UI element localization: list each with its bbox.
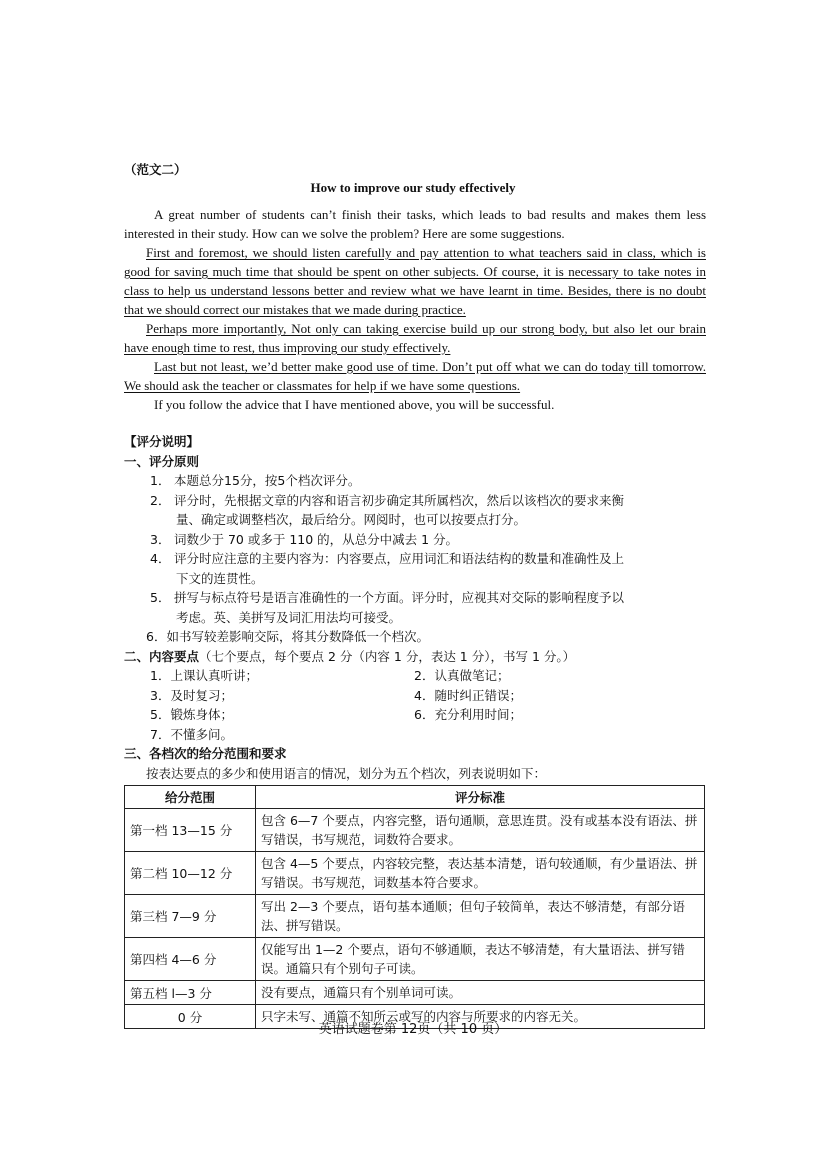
content-points-row-2: [124, 686, 706, 706]
rule-item-2: 2． 评分时，先根据文章的内容和语言初步确定其所属档次，然后以该档次的要求来衡: [150, 492, 625, 508]
part3-title: 三、各档次的给分范围和要求: [124, 746, 287, 761]
rubric-heading: 【评分说明】: [124, 434, 200, 449]
content-point: 1．上课认真听讲；: [150, 668, 258, 683]
grade-criteria: 包含 6—7 个要点，内容完整，语句通顺，意思连贯。没有或基本没有语法、拼写错误，书写规范，词数符合要求。: [256, 809, 705, 852]
table-row: [125, 895, 705, 938]
grade-range: 第一档 13—15 分: [125, 809, 256, 852]
grading-table: [124, 785, 705, 1029]
essay-paragraph-4: Last but not least, we’d better make good use of time. Don’t put off what we can do today till tomorrow. We should ask the teacher or classmates for help if we have some questions.: [124, 359, 706, 393]
rule-item-5: 5． 拼写与标点符号是语言准确性的一个方面。评分时，应视其对交际的影响程度予以: [150, 590, 625, 605]
rule-item-4-cont: 下文的连贯性。: [176, 570, 264, 586]
grade-range: 0 分: [125, 1005, 256, 1029]
grade-range: 第三档 7—9 分: [125, 895, 256, 938]
page-footer: 英语试题卷第 12页（共 10 页）: [318, 1022, 508, 1037]
rubric-section: [124, 432, 706, 783]
content-point: 3．及时复习；: [150, 687, 233, 703]
essay-paragraph-2: First and foremost, we should listen carefully and pay attention to what teachers said in class, which is good for saving much time that should be spent on other subjects. Of course, it is necessary to take notes in class to help us understand lessons better and review what we have learnt in time. Besides, there is no doubt that we should correct our mistakes that we made during practice.: [124, 245, 706, 317]
part2-title: 二、内容要点: [124, 648, 200, 664]
essay-body: [124, 205, 706, 414]
grade-criteria: 没有要点，通篇只有个别单词可读。: [256, 981, 705, 1005]
content-points-row-1: [124, 666, 706, 686]
rule-item-2-cont: 量、确定或调整档次，最后给分。网阅时，也可以按要点打分。: [176, 512, 527, 527]
rule-item-5-cont: 考虑。英、美拼写及词汇用法均可接受。: [176, 609, 402, 625]
table-row: [125, 981, 705, 1005]
grade-range: 第五档 l—3 分: [125, 981, 256, 1005]
rule-item-4: 4． 评分时应注意的主要内容为：内容要点，应用词汇和语法结构的数量和准确性及上: [150, 551, 625, 566]
content-points-row-3: [124, 705, 706, 725]
content-point: 6．充分利用时间；: [414, 707, 522, 722]
grade-criteria: 写出 2—3 个要点，语句基本通顺；但句子较简单，表达不够清楚，有部分语法、拼写错误。: [256, 895, 705, 938]
content-point-7: 7．不懂多问。: [150, 726, 233, 742]
content-point: 4．随时纠正错误；: [414, 687, 522, 703]
part1-title: 一、评分原则: [124, 453, 200, 469]
grade-range: 第四档 4—6 分: [125, 938, 256, 981]
table-row: [125, 938, 705, 981]
grade-criteria: 只字未写、通篇不知所云或写的内容与所要求的内容无关。: [256, 1005, 705, 1029]
section-heading: （范文二）: [124, 162, 187, 177]
table-header-criteria: 评分标准: [256, 786, 705, 809]
table-header-range: 给分范围: [125, 786, 256, 809]
grade-criteria: 仅能写出 1—2 个要点，语句不够通顺，表达不够清楚，有大量语法、拼写错误。通篇只有个别句子可读。: [256, 938, 705, 981]
part2-note: （七个要点，每个要点 2 分（内容 1 分，表达 1 分），书写 1 分。）: [199, 648, 576, 664]
grade-range: 第二档 10—12 分: [125, 852, 256, 895]
rule-item-3: 3． 词数少于 70 或多于 110 的，从总分中减去 1 分。: [150, 531, 459, 547]
content-point: 5．锻炼身体；: [150, 707, 233, 722]
grade-criteria: 包含 4—5 个要点，内容较完整，表达基本清楚，语句较通顺，有少量语法、拼写错误。书写规范，词数基本符合要求。: [256, 852, 705, 895]
table-row: [125, 809, 705, 852]
rule-item-1: 1． 本题总分15分，按5个档次评分。: [150, 473, 361, 488]
essay-paragraph-3: Perhaps more importantly, Not only can taking exercise build up our strong body, but also let our brain have enough time to rest, thus improving our study effectively.: [124, 321, 706, 355]
part2-heading: [124, 647, 706, 667]
content-point: 2．认真做笔记；: [414, 668, 510, 683]
essay-paragraph-1: A great number of students can’t finish their tasks, which leads to bad results and makes them less interested in their study. How can we solve the problem? Here are some suggestions.: [124, 207, 706, 241]
essay-paragraph-5: If you follow the advice that I have mentioned above, you will be successful.: [154, 397, 555, 412]
part3-intro: 按表达要点的多少和使用语言的情况，划分为五个档次，列表说明如下：: [146, 765, 547, 781]
rule-item-6: 6．如书写较差影响交际，将其分数降低一个档次。: [146, 629, 429, 644]
table-row: [125, 852, 705, 895]
essay-title: How to improve our study effectively: [310, 180, 516, 195]
table-header-row: [125, 786, 705, 809]
